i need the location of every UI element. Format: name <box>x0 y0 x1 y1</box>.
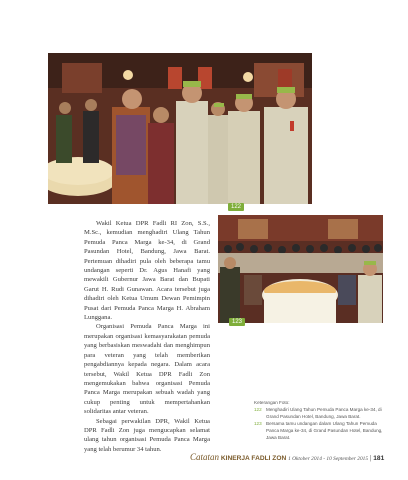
caption-item <box>254 420 388 441</box>
caption-item <box>254 406 388 420</box>
paragraph: Organisasi Pemuda Panca Marga ini merupakan organisasi kemasyarakatan pemuda yang berbasiskan meswadahi dan menghimpun para veteran yang telah memberikan pengabdiannya kepada negara. Dalam acara tersebut, Wakil Ketua DPR Fadli Zon mengemukakan bahwa organisasi Pemuda Panca Marga merupakan sebuah wadah yang cukup penting untuk mempertahankan solidaritas antar veteran. <box>84 323 210 416</box>
caption-text: Bersama tamu undangan dalam Ulang Tahun Pemuda Panca Marga ke-34, di Grand Pasundan Hotel, Bandung, Jawa Barat. <box>266 421 383 440</box>
caption-text: Menghadiri Ulang Tahun Pemuda Panca Marga ke-34, di Grand Pasundan Hotel, Bandung, Jawa Barat. <box>266 407 382 419</box>
caption-number: 123 <box>254 421 262 426</box>
article-body <box>84 219 210 454</box>
paragraph: Wakil Ketua DPR Fadli RI Zon, S.S., M.Sc., kemudian menghadiri Ulang Tahun Pemuda Panca Marga ke-34, di Grand Pasundan Hotel, Bandung, Jawa Barat. Pertemuan dihadiri pula oleh beberapa tamu undangan seperti Dr. Agus Hanafi yang mewakili Gubernur Jawa Barat dan Bupati Garut H. Rudi Gunawan. Acara tersebut juga dihadiri oleh Ketua Umum Dewan Pemimpin Pusat dari Pemuda Panca Marga H. Abraham Lunggana. <box>84 220 210 322</box>
footer-separator: | <box>369 453 372 462</box>
page-footer <box>190 452 390 462</box>
photo-number-badge: 122 <box>228 203 244 211</box>
caption-heading: Keterangan Foto: <box>254 400 290 405</box>
photo-guests-banquet <box>218 215 383 323</box>
footer-title: KINERJA FADLI ZON <box>220 455 287 462</box>
footer-category: Catatan <box>190 452 220 462</box>
footer-date-range: 1 Oktober 2014 - 10 September 2015 <box>288 456 369 462</box>
photo-ceremony-handshake <box>48 53 312 204</box>
paragraph: Sebagai perwakilan DPR, Wakil Ketua DPR Fadli Zon juga mengucapkan selamat ulang tahun organisasi Pemuda Panca Marga yang telah berumur 34 tahun. <box>84 417 210 453</box>
photo-number-badge: 123 <box>229 318 245 326</box>
page-number: 181 <box>373 455 385 462</box>
photo-captions <box>254 399 388 441</box>
caption-number: 122 <box>254 407 262 412</box>
